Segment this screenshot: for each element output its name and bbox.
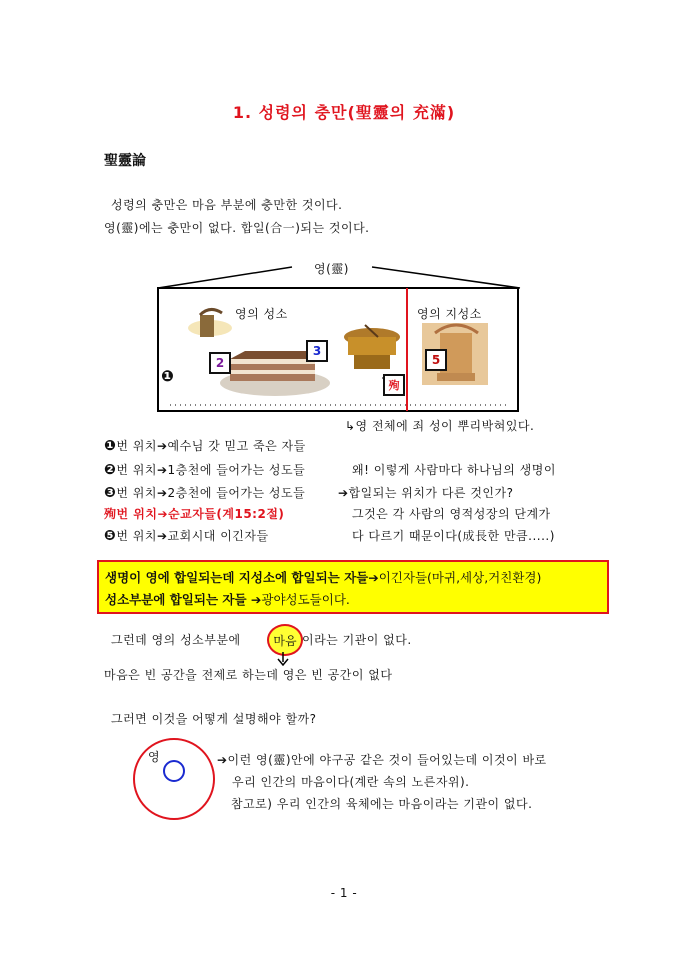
highlight-line-2: 성소부분에 합일되는 자들 ➔광야성도들이다. [105,592,350,607]
spirit-outer-circle [134,739,214,819]
intro-line-2: 영(靈)에는 충만이 없다. 합일(合一)되는 것이다. [104,221,370,235]
side-note-4: 다 다르기 때문이다(成長한 만큼.....) [352,529,555,543]
section-heading: 聖靈論 [104,153,146,169]
spirit-line-1: ➔이런 영(靈)안에 야구공 같은 것이 들어있는데 이것이 바로 [217,753,547,767]
holy-place-label: 영의 성소 [235,307,288,321]
marker-2: 2 [209,352,231,374]
page-number: - 1 - [330,886,358,900]
marker-martyr: 殉 [383,374,405,396]
spirit-circle-diagram [132,737,216,821]
marker-3: 3 [306,340,328,362]
diagram-frame [150,255,530,420]
spirit-line-3: 참고로) 우리 인간의 육체에는 마음이라는 기관이 없다. [231,797,533,811]
maeum-word: 마음 [273,633,297,648]
intro-line-1: 성령의 충만은 마음 부분에 충만한 것이다. [111,198,343,212]
position-martyr: 殉번 위치➔순교자들(계15:2절) [104,507,285,521]
position-3: ❸번 위치➔2층천에 들어가는 성도들 [104,485,306,501]
maeum-line-2: 마음은 빈 공간을 전제로 하는데 영은 빈 공간이 없다 [104,668,393,682]
side-note-2: ➔합일되는 위치가 다른 것인가? [338,486,514,500]
diagram-bottom-note: ↳영 전체에 죄 성이 뿌리박혀있다. [345,419,535,433]
spirit-line-2: 우리 인간의 마음이다(계란 속의 노른자위). [232,775,470,789]
highlight-line-1: 생명이 영에 합일되는데 지성소에 합일되는 자들➔이긴자들(마귀,세상,거친환경) [105,570,542,585]
maeum-before: 그런데 영의 성소부분에 [111,633,241,647]
maeum-after: 이라는 기관이 없다. [302,633,412,647]
side-note-1: 왜! 이렇게 사람마다 하나님의 생명이 [352,463,556,477]
spirit-label: 영 [148,750,161,764]
holy-of-holies-label: 영의 지성소 [417,307,482,321]
roof-left-line [158,267,292,288]
diagram-top-label: 영(靈) [314,262,349,276]
position-1: ❶번 위치➔예수님 갓 믿고 죽은 자들 [104,438,306,454]
down-arrow-icon [276,652,290,666]
roof-right-line [372,267,520,288]
position-2: ❷번 위치➔1층천에 들어가는 성도들 [104,462,306,478]
question: 그러면 이것을 어떻게 설명해야 할까? [111,712,317,726]
side-note-3: 그것은 각 사람의 영적성장의 단계가 [352,507,551,521]
marker-1: ❶ [161,367,174,385]
highlight-box [97,560,609,614]
marker-5: 5 [425,349,447,371]
position-5: ❺번 위치➔교회시대 이긴자들 [104,528,269,544]
page-title: 1. 성령의 충만(聖靈의 充滿) [232,103,456,122]
